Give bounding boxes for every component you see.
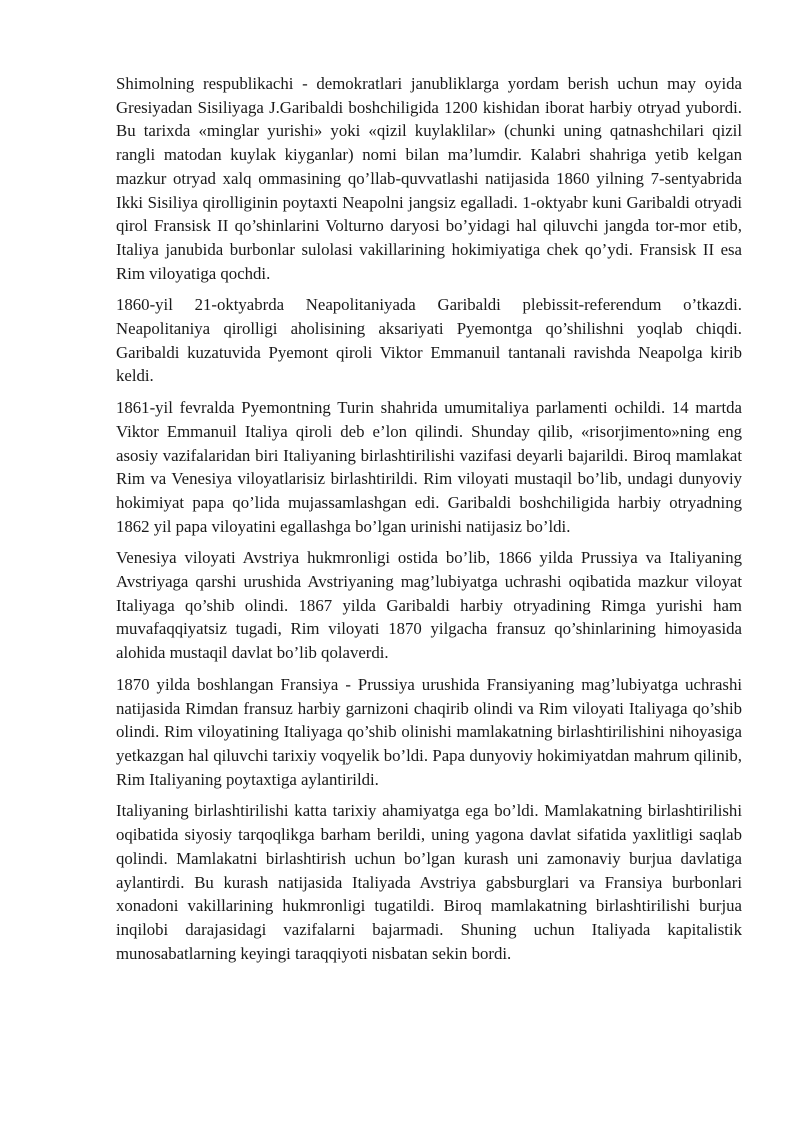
paragraph: Venesiya viloyati Avstriya hukmronligi ostida bo’lib, 1866 yilda Prussiya va Italiyaning Avstriyaga qarshi urushida Avstriyaning mag’lubiyatga uchrashi oqibatida mazkur viloyat Italiyaga qo’shib olindi. 1867 yilda Garibaldi harbiy otryadining Rimga yurishi ham muvafaqqiyatsiz tugadi, Rim viloyati 1870 yilgacha fransuz qo’shinlarining himoyasida alohida mustaqil davlat bo’lib qolaverdi. bbox=[116, 548, 742, 663]
paragraph: 1860-yil 21-oktyabrda Neapolitaniyada Garibaldi plebissit-referendum o’tkazdi. Neapolitaniya qirolligi aholisining aksariyati Pyemontga qo’shilishni yoqlab chiqdi. Garibaldi kuzatuvida Pyemont qiroli Viktor Emmanuil tantanali ravishda Neapolga kirib keldi. bbox=[116, 295, 742, 386]
paragraph: 1861-yil fevralda Pyemontning Turin shahrida umumitaliya parlamenti ochildi. 14 martda Viktor Emmanuil Italiya qiroli deb e’lon qilindi. Shunday qilib, «risorjimento»ning eng asosiy vazifalaridan biri Italiyaning birlashtirilishi vazifasi deyarli bajarildi. Biroq mamlakat Rim va Venesiya viloyatlarisiz birlashtirildi. Rim viloyati mustaqil bo’lib, undagi dunyoviy hokimiyat papa qo’lida mujassamlashgan edi. Garibaldi boshchiligida harbiy otryadning 1862 yil papa viloyatini egallashga bo’lgan urinishi natijasiz bo’ldi. bbox=[116, 398, 742, 536]
paragraph: Italiyaning birlashtirilishi katta tarixiy ahamiyatga ega bo’ldi. Mamlakatning birlashtirilishi oqibatida siyosiy tarqoqlikga barham berildi, uning yagona davlat sifatida yaxlitligi saqlab qolindi. Mamlakatni birlashtirish uchun bo’lgan kurash uni zamonaviy burjua davlatiga aylantirdi. Bu kurash natijasida Italiyada Avstriya gabsburglari va Fransiya burbonlari xonadoni vakillarining hukmronligi tugatildi. Biroq mamlakatning birlashtirilishi burjua inqilobi darajasidagi vazifalarni bajarmadi. Shuning uchun Italiyada kapitalistik munosabatlarning keyingi taraqqiyoti nisbatan sekin bordi. bbox=[116, 801, 742, 963]
paragraph: Shimolning respublikachi - demokratlari janubliklarga yordam berish uchun may oyida Gresiyadan Sisiliyaga J.Garibaldi boshchiligida 1200 kishidan iborat harbiy otryad yubordi. Bu tarixda «minglar yurishi» yoki «qizil kuylaklilar» (chunki uning qatnashchilari qizil rangli matodan kuylak kiyganlar) nomi bilan ma’lumdir. Kalabri shahriga yetib kelgan mazkur otryad xalq ommasining qo’llab-quvvatlashi natijasida 1860 yilning 7-sentyabrida Ikki Sisiliya qirolliginin poytaxti Neapolni jangsiz egalladi. 1-oktyabr kuni Garibaldi otryadi qirol Fransisk II qo’shinlarini Volturno daryosi bo’yidagi hal qiluvchi jangda tor-mor etib, Italiya janubida burbonlar sulolasi vakillarining hokimiyatiga chek qo’ydi. Fransisk II esa Rim viloyatiga qochdi. bbox=[116, 74, 742, 283]
paragraph: 1870 yilda boshlangan Fransiya - Prussiya urushida Fransiyaning mag’lubiyatga uchrashi natijasida Rimdan fransuz harbiy garnizoni chaqirib olindi va Rim viloyati Italiyaga qo’shib olindi. Rim viloyatining Italiyaga qo’shib olinishi mamlakatning birlashtirilishini nihoyasiga yetkazgan hal qiluvchi tarixiy voqyelik bo’ldi. Papa dunyoviy hokimiyatdan mahrum qilinib, Rim Italiyaning poytaxtiga aylantirildi. bbox=[116, 674, 742, 789]
